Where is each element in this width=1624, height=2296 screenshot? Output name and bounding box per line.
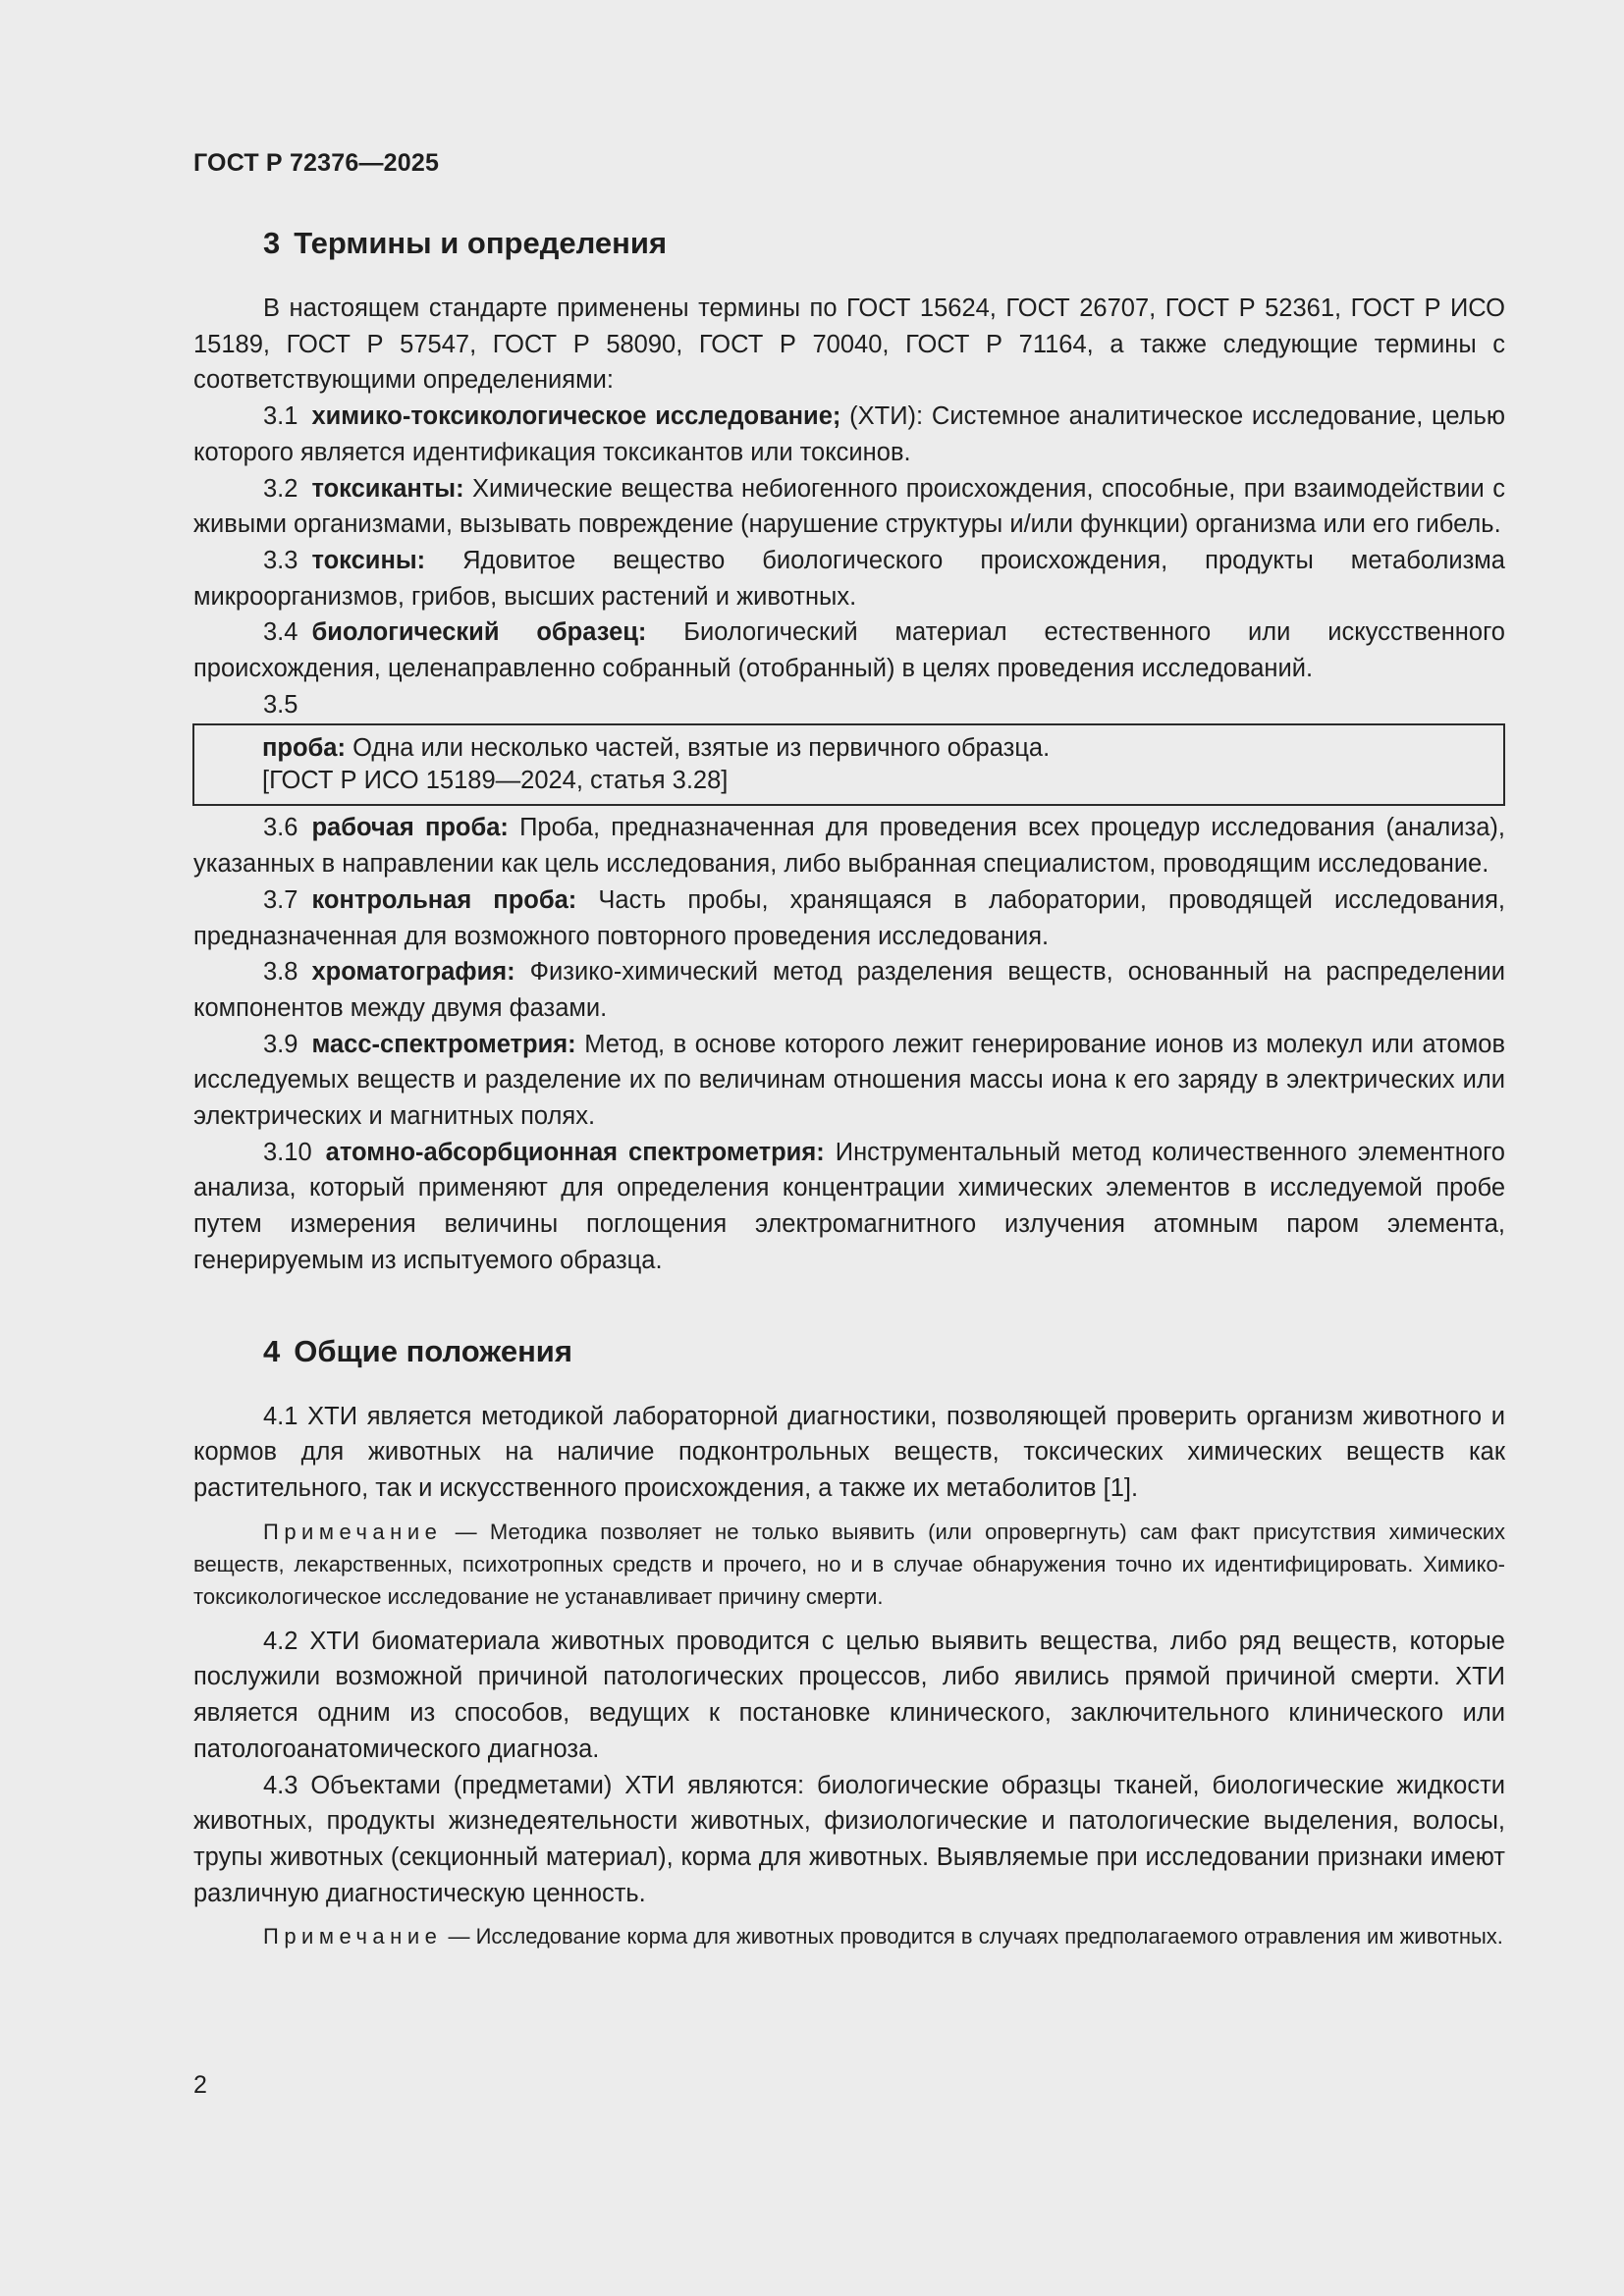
term-name: атомно-абсорбционная спектрометрия: (325, 1138, 825, 1166)
section-4-title: Общие положения (294, 1333, 572, 1368)
term-name: токсины: (311, 546, 426, 574)
term-3-6 (193, 810, 1505, 881)
section-4-number: 4 (263, 1333, 281, 1368)
term-definition: Ядовитое вещество биологического происхождения, продукты метаболизма микроорганизмов, грибов, высших растений и животных. (193, 546, 1505, 611)
term-definition: Метод, в основе которого лежит генерирование ионов из молекул или атомов исследуемых веществ и разделение их по величинам отношения массы иона к его заряду в электрических или электрических и магнитных полях. (193, 1030, 1505, 1131)
term-definition: (ХТИ): Системное аналитическое исследование, целью которого является идентификация токсикантов или токсинов. (193, 402, 1505, 466)
term-3-1 (193, 399, 1505, 470)
term-definition: Проба, предназначенная для проведения всех процедур исследования (анализа), указанных в направлении как цель исследования, либо выбранная специалистом, проводящим исследование. (193, 814, 1505, 879)
term-number: 3.4 (263, 618, 298, 647)
section-3-number: 3 (263, 226, 281, 260)
term-3-10 (193, 1135, 1505, 1279)
term-3-5-number: 3.5 (263, 690, 298, 719)
term-name: проба: (262, 734, 346, 763)
term-number: 3.3 (263, 546, 298, 574)
section-4-heading (263, 1332, 1505, 1371)
term-number: 3.1 (263, 402, 298, 431)
quoted-term-source: [ГОСТ Р ИСО 15189—2024, статья 3.28] (262, 767, 729, 795)
paragraph-4-3: 4.3 Объектами (предметами) ХТИ являются: биологические образцы тканей, биологические жидкости животных, продукты жизнедеятельности животных, физиологические и патологические выделения, волосы, трупы животных (секционный материал), корма для животных. Выявляемые при исследовании признаки имеют различную диагностическую ценность. (193, 1771, 1505, 1907)
note-label: Примечание (263, 1924, 443, 1949)
term-definition: Одна или несколько частей, взятые из первичного образца. (345, 734, 1051, 763)
term-3-7 (193, 882, 1505, 954)
term-number: 3.9 (263, 1030, 298, 1058)
page-content (193, 214, 1505, 1963)
paragraph-4-2: 4.2 ХТИ биоматериала животных проводится с целью выявить вещества, либо ряд веществ, которые послужили возможной причиной патологических процессов, либо явились прямой причиной смерти. ХТИ является одним из способов, ведущих к постановке клинического, заключительного клинического или патологоанатомического диагноза. (193, 1627, 1505, 1763)
term-number: 3.7 (263, 885, 298, 914)
note-text: — Исследование корма для животных проводится в случаях предполагаемого отравления им животных. (442, 1924, 1503, 1949)
section-3-intro: В настоящем стандарте применены термины по ГОСТ 15624, ГОСТ 26707, ГОСТ Р 52361, ГОСТ Р ИСО 15189, ГОСТ Р 57547, ГОСТ Р 58090, ГОСТ Р 70040, ГОСТ Р 71164, а также следующие термины с соответствующими определениями: (193, 294, 1505, 395)
term-number: 3.6 (263, 814, 298, 842)
document-header: ГОСТ Р 72376—2025 (193, 149, 440, 177)
term-definition: Инструментальный метод количественного элементного анализа, который применяют для определения концентрации химических элементов в исследуемой пробе путем измерения величины поглощения электромагнитного излучения атомным паром элемента, генерируемым из испытуемого образца. (193, 1138, 1505, 1274)
term-name: рабочая проба: (311, 814, 509, 842)
note-2 (193, 1920, 1505, 1952)
term-definition: Часть пробы, хранящаяся в лаборатории, проводящей исследования, предназначенная для возможного повторного проведения исследования. (193, 885, 1505, 950)
term-name: масс-спектрометрия: (311, 1030, 576, 1058)
term-definition: Физико-химический метод разделения веществ, основанный на распределении компонентов между двумя фазами. (193, 958, 1505, 1022)
term-definition: Химические вещества небиогенного происхождения, способные, при взаимодействии с живыми организмами, вызывать повреждение (нарушение структуры и/или функции) организма или его гибель. (193, 474, 1505, 539)
term-3-3 (193, 543, 1505, 614)
term-name: контрольная проба: (311, 885, 577, 914)
term-number: 3.10 (263, 1138, 312, 1166)
term-3-4 (193, 614, 1505, 686)
term-3-9 (193, 1027, 1505, 1135)
section-3-heading (263, 224, 1505, 263)
paragraph-4-1: 4.1 ХТИ является методикой лабораторной диагностики, позволяющей проверить организм животного и кормов для животных на наличие подконтрольных веществ, токсических химических веществ как растительного, так и искусственного происхождения, а также их метаболитов [1]. (193, 1402, 1505, 1502)
quoted-term (262, 732, 1503, 765)
term-name: биологический образец: (311, 618, 647, 647)
term-name: химико-токсикологическое исследование; (311, 402, 841, 431)
note-label: Примечание (263, 1519, 443, 1544)
term-number: 3.8 (263, 958, 298, 987)
term-number: 3.2 (263, 474, 298, 503)
term-name: хроматография: (311, 958, 515, 987)
section-3-title: Термины и определения (294, 226, 668, 260)
note-text: — Методика позволяет не только выявить (или опровергнуть) сам факт присутствия химических веществ, лекарственных, психотропных средств и прочего, но и в случае обнаружения точно их идентифицировать. Химико-токсикологическое исследование не устанавливает причину смерти. (193, 1519, 1505, 1609)
note-1 (193, 1516, 1505, 1613)
page-number: 2 (193, 2071, 207, 2099)
quoted-term-frame (192, 723, 1505, 806)
term-name: токсиканты: (311, 474, 464, 503)
term-3-8 (193, 954, 1505, 1026)
term-3-2 (193, 471, 1505, 543)
term-definition: Биологический материал естественного или искусственного происхождения, целенаправленно собранный (отобранный) в целях проведения исследований. (193, 618, 1505, 683)
